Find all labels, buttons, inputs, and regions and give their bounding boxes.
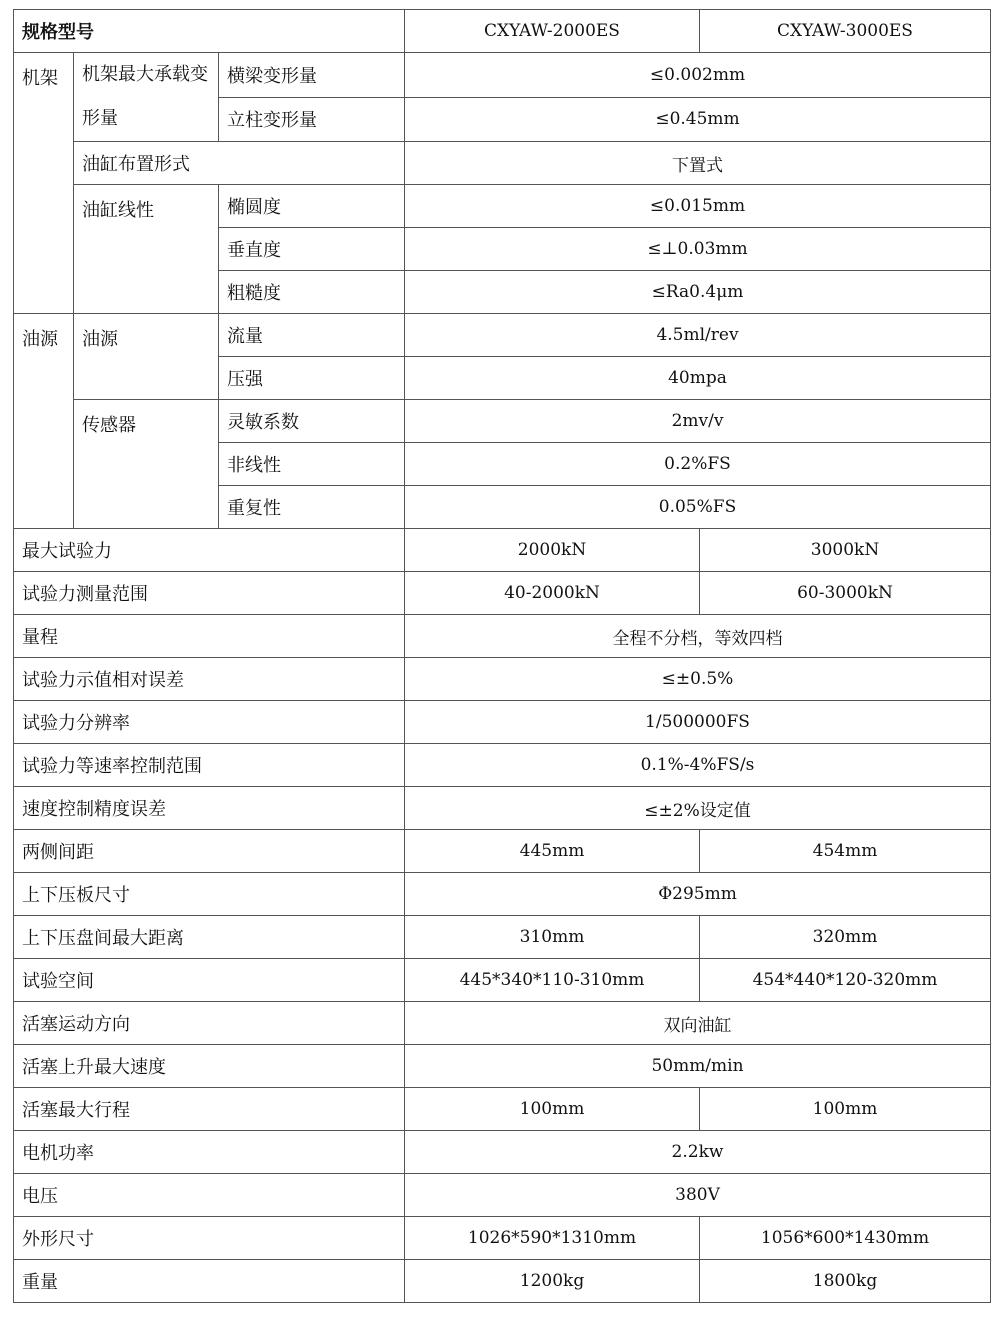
perpendicularity-value: ≤⊥0.03mm: [405, 228, 991, 271]
spec-value: 双向油缸: [405, 1002, 991, 1045]
spec-value-model-b: 1056*600*1430mm: [700, 1217, 991, 1260]
table-row: [14, 615, 991, 658]
spec-value-model-a: 1200kg: [405, 1260, 700, 1303]
table-row: [14, 873, 991, 916]
cylinder-linearity-label: 油缸线性: [74, 185, 219, 314]
table-row: [14, 1131, 991, 1174]
spec-label: 电机功率: [14, 1131, 405, 1174]
table-row: [14, 959, 991, 1002]
spec-value-model-b: 3000kN: [700, 529, 991, 572]
spec-value: ≤±0.5%: [405, 658, 991, 701]
spec-value-model-a: 445*340*110-310mm: [405, 959, 700, 1002]
model-a-header: CXYAW-2000ES: [405, 10, 700, 53]
beam-deform-value: ≤0.002mm: [405, 53, 991, 98]
spec-label: 试验力等速率控制范围: [14, 744, 405, 787]
spec-label: 试验空间: [14, 959, 405, 1002]
table-row: [14, 744, 991, 787]
table-row-sensitivity: [14, 400, 991, 443]
table-row: [14, 1260, 991, 1303]
cylinder-layout-label: 油缸布置形式: [74, 142, 405, 185]
oil-group-label: 油源: [14, 314, 74, 529]
sensor-label: 传感器: [74, 400, 219, 529]
nonlinearity-value: 0.2%FS: [405, 443, 991, 486]
spec-value-model-b: 454mm: [700, 830, 991, 873]
table-row: [14, 1045, 991, 1088]
cylinder-layout-value: 下置式: [405, 142, 991, 185]
spec-label: 试验力测量范围: [14, 572, 405, 615]
spec-value: 380V: [405, 1174, 991, 1217]
spec-label: 最大试验力: [14, 529, 405, 572]
spec-label: 量程: [14, 615, 405, 658]
frame-max-load-deform-label: 机架最大承载变形量: [74, 53, 219, 142]
spec-table: [13, 9, 991, 1303]
spec-value-model-a: 40-2000kN: [405, 572, 700, 615]
spec-value-model-b: 60-3000kN: [700, 572, 991, 615]
table-row: [14, 1174, 991, 1217]
table-row-header: [14, 10, 991, 53]
roughness-value: ≤Ra0.4μm: [405, 271, 991, 314]
spec-label: 活塞上升最大速度: [14, 1045, 405, 1088]
spec-value: 50mm/min: [405, 1045, 991, 1088]
spec-label: 重量: [14, 1260, 405, 1303]
spec-label: 速度控制精度误差: [14, 787, 405, 830]
nonlinearity-label: 非线性: [219, 443, 405, 486]
spec-value: 1/500000FS: [405, 701, 991, 744]
model-b-header: CXYAW-3000ES: [700, 10, 991, 53]
spec-value-model-b: 320mm: [700, 916, 991, 959]
table-row: [14, 658, 991, 701]
ellipticity-value: ≤0.015mm: [405, 185, 991, 228]
spec-value-model-a: 445mm: [405, 830, 700, 873]
oil-source-label: 油源: [74, 314, 219, 400]
column-deform-value: ≤0.45mm: [405, 97, 991, 142]
column-deform-label: 立柱变形量: [219, 97, 405, 142]
table-row-flow: [14, 314, 991, 357]
table-row: [14, 916, 991, 959]
pressure-value: 40mpa: [405, 357, 991, 400]
repeatability-value: 0.05%FS: [405, 486, 991, 529]
sensitivity-label: 灵敏系数: [219, 400, 405, 443]
spec-value-model-a: 100mm: [405, 1088, 700, 1131]
spec-value-model-b: 454*440*120-320mm: [700, 959, 991, 1002]
sensitivity-value: 2mv/v: [405, 400, 991, 443]
spec-value-model-b: 100mm: [700, 1088, 991, 1131]
spec-label: 活塞最大行程: [14, 1088, 405, 1131]
spec-label-header: 规格型号: [14, 10, 405, 53]
flow-label: 流量: [219, 314, 405, 357]
spec-value: ≤±2%设定值: [405, 787, 991, 830]
table-row: [14, 1002, 991, 1045]
pressure-label: 压强: [219, 357, 405, 400]
spec-label: 两侧间距: [14, 830, 405, 873]
table-row: [14, 1217, 991, 1260]
spec-table-body: [14, 10, 991, 1303]
spec-label: 试验力分辨率: [14, 701, 405, 744]
spec-value-model-b: 1800kg: [700, 1260, 991, 1303]
beam-deform-label: 横梁变形量: [219, 53, 405, 98]
repeatability-label: 重复性: [219, 486, 405, 529]
spec-label: 电压: [14, 1174, 405, 1217]
spec-label: 试验力示值相对误差: [14, 658, 405, 701]
spec-value-model-a: 1026*590*1310mm: [405, 1217, 700, 1260]
table-row-cylinder-layout: [14, 142, 991, 185]
table-row: [14, 787, 991, 830]
spec-label: 上下压板尺寸: [14, 873, 405, 916]
table-row: [14, 1088, 991, 1131]
ellipticity-label: 椭圆度: [219, 185, 405, 228]
table-row: [14, 701, 991, 744]
spec-label: 外形尺寸: [14, 1217, 405, 1260]
table-row: [14, 529, 991, 572]
spec-label: 活塞运动方向: [14, 1002, 405, 1045]
spec-value: Φ295mm: [405, 873, 991, 916]
flow-value: 4.5ml/rev: [405, 314, 991, 357]
table-row: [14, 572, 991, 615]
spec-value-model-a: 310mm: [405, 916, 700, 959]
perpendicularity-label: 垂直度: [219, 228, 405, 271]
table-row: [14, 830, 991, 873]
spec-value: 2.2kw: [405, 1131, 991, 1174]
table-row-ellipticity: [14, 185, 991, 228]
frame-group-label: 机架: [14, 53, 74, 314]
table-row-frame-beam: [14, 53, 991, 98]
spec-label: 上下压盘间最大距离: [14, 916, 405, 959]
roughness-label: 粗糙度: [219, 271, 405, 314]
spec-value-model-a: 2000kN: [405, 529, 700, 572]
spec-value: 全程不分档，等效四档: [405, 615, 991, 658]
spec-value: 0.1%-4%FS/s: [405, 744, 991, 787]
